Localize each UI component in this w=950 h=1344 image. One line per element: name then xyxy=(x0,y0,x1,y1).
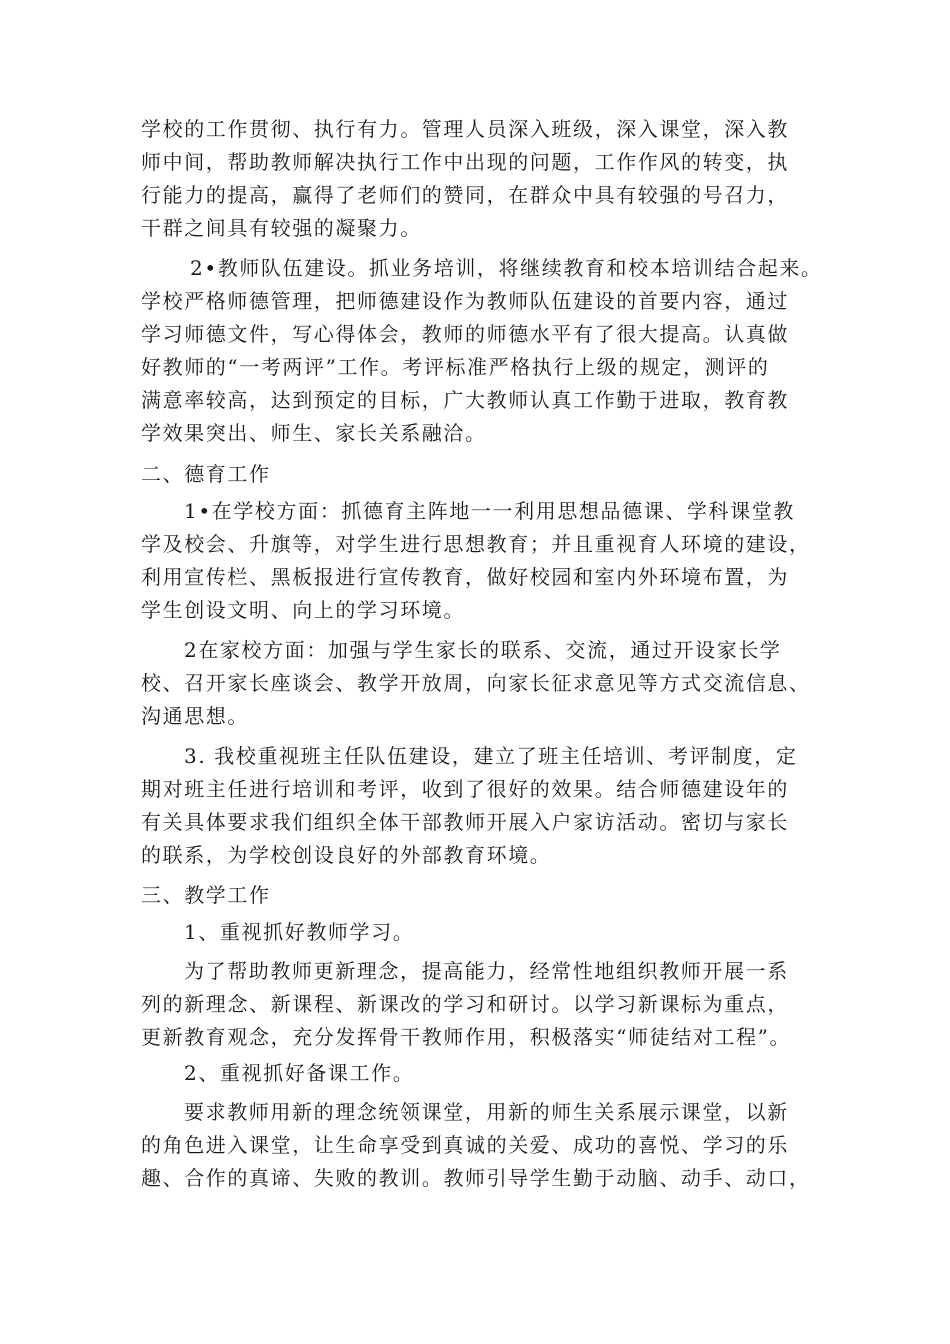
text-line: 满意率较高，达到预定的目标，广大教师认真工作勤于进取，教育教 xyxy=(141,388,789,412)
text-line: 学校严格师德管理，把师德建设作为教师队伍建设的首要内容，通过 xyxy=(141,289,789,313)
text-line: 趣、合作的真谛、失败的教训。教师引导学生勤于动脑、动手、动口， xyxy=(141,1166,811,1190)
text-line: 2在家校方面：加强与学生家长的联系、交流，通过开设家长学 xyxy=(184,638,782,662)
text-line: 学习师德文件，写心得体会，教师的师德水平有了很大提高。认真做 xyxy=(141,322,789,346)
text-line: 利用宣传栏、黑板报进行宣传教育，做好校园和室内外环境布置，为 xyxy=(141,565,789,589)
text-line: 3. 我校重视班主任队伍建设，建立了班主任培训、考评制度，定 xyxy=(184,744,798,768)
text-line: 的联系，为学校创设良好的外部教育环境。 xyxy=(141,843,552,867)
section-heading: 三、教学工作 xyxy=(141,883,271,907)
text-line: 干群之间具有较强的凝聚力。 xyxy=(141,216,422,240)
text-line: 沟通思想。 xyxy=(141,704,249,728)
text-line: 师中间，帮助教师解决执行工作中出现的问题，工作作风的转变，执 xyxy=(141,150,789,174)
text-line: 好教师的“一考两评”工作。考评标准严格执行上级的规定，测评的 xyxy=(141,355,770,379)
section-heading: 二、德育工作 xyxy=(141,462,271,486)
text-line: 列的新理念、新课程、新课改的学习和研讨。以学习新课标为重点， xyxy=(141,992,789,1016)
subsection-heading: 2、重视抓好备课工作。 xyxy=(184,1061,415,1085)
text-line: 更新教育观念，充分发挥骨干教师作用，积极落实“师徒结对工程”。 xyxy=(141,1025,792,1049)
text-line: 2•教师队伍建设。抓业务培训，将继续教育和校本培训结合起来。 xyxy=(190,256,823,280)
text-line: 有关具体要求我们组织全体干部教师开展入户家访活动。密切与家长 xyxy=(141,810,789,834)
text-line: 要求教师用新的理念统领课堂，用新的师生关系展示课堂，以新 xyxy=(184,1100,789,1124)
text-line: 为了帮助教师更新理念，提高能力，经常性地组织教师开展一系 xyxy=(184,959,789,983)
subsection-heading: 1、重视抓好教师学习。 xyxy=(184,920,415,944)
text-line: 1•在学校方面：抓德育主阵地一一利用思想品德课、学科课堂教 xyxy=(184,499,795,523)
text-line: 校、召开家长座谈会、教学开放周，向家长征求意见等方式交流信息、 xyxy=(141,671,811,695)
text-line: 期对班主任进行培训和考评，收到了很好的效果。结合师德建设年的 xyxy=(141,777,789,801)
text-line: 学及校会、升旗等，对学生进行思想教育；并且重视育人环境的建设， xyxy=(141,532,811,556)
text-line: 学校的工作贯彻、执行有力。管理人员深入班级，深入课堂，深入教 xyxy=(141,117,789,141)
text-line: 学效果突出、师生、家长关系融洽。 xyxy=(141,421,487,445)
text-line: 的角色进入课堂，让生命享受到真诚的关爱、成功的喜悦、学习的乐 xyxy=(141,1133,789,1157)
text-line: 学生创设文明、向上的学习环境。 xyxy=(141,598,465,622)
text-line: 行能力的提高，赢得了老师们的赞同，在群众中具有较强的号召力， xyxy=(141,183,789,207)
